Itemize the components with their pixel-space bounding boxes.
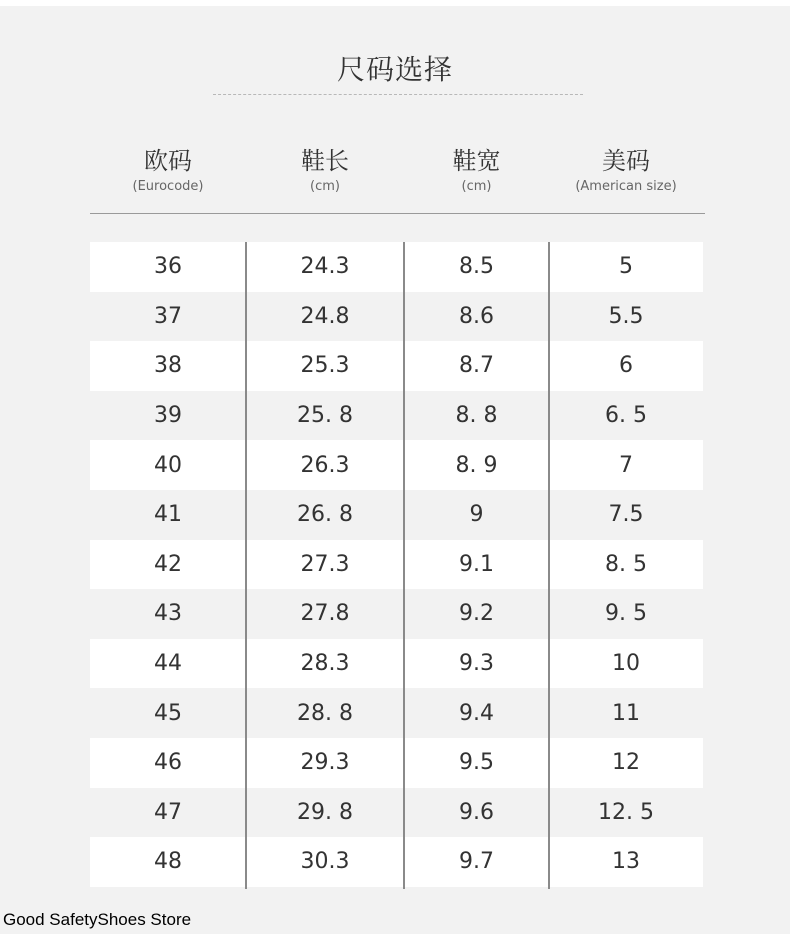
- table-cell: 44: [154, 651, 182, 677]
- table-cell: 11: [612, 700, 640, 726]
- column-header-sublabel: (American size): [575, 179, 677, 194]
- table-row: [90, 788, 703, 838]
- table-cell: 46: [154, 750, 182, 776]
- table-cell: 26.3: [300, 452, 350, 478]
- size-table: [90, 242, 703, 887]
- table-cell: 27.8: [300, 601, 350, 627]
- table-cell: 9: [469, 502, 484, 528]
- table-cell: 12: [612, 750, 640, 776]
- table-cell: 8.7: [459, 353, 494, 379]
- column-header-label: 欧码: [144, 147, 192, 175]
- table-cell: 25.3: [300, 353, 350, 379]
- column-header-label: 鞋长: [301, 147, 349, 175]
- table-row: [90, 688, 703, 738]
- table-row: [90, 589, 703, 639]
- table-cell: 8.5: [459, 254, 494, 280]
- table-cell: 41: [154, 502, 182, 528]
- table-cell: 5: [619, 254, 633, 280]
- table-cell: 40: [154, 452, 182, 478]
- table-cell: 8. 9: [455, 452, 498, 478]
- page-title: 尺码选择: [336, 53, 453, 86]
- column-header-sublabel: (Eurocode): [132, 179, 204, 194]
- column-divider: [403, 242, 405, 889]
- table-row: [90, 540, 703, 590]
- column-header-sublabel: (cm): [310, 179, 340, 194]
- column-header-eurocode: [90, 146, 246, 196]
- header-divider: [90, 213, 705, 214]
- table-row: [90, 341, 703, 391]
- table-cell: 28.3: [300, 651, 350, 677]
- table-cell: 29.3: [300, 750, 350, 776]
- column-header-length: [246, 146, 404, 196]
- column-header-label: 美码: [602, 147, 650, 175]
- table-cell: 45: [154, 700, 182, 726]
- table-row: [90, 292, 703, 342]
- table-cell: 5.5: [608, 303, 644, 329]
- column-header-sublabel: (cm): [461, 179, 492, 194]
- table-cell: 7: [619, 452, 633, 478]
- table-cell: 8. 5: [605, 551, 647, 577]
- column-divider: [245, 242, 247, 889]
- table-cell: 29. 8: [297, 799, 353, 825]
- table-row: [90, 242, 703, 292]
- column-divider: [548, 242, 550, 889]
- store-watermark: Good SafetyShoes Store: [3, 910, 192, 929]
- table-cell: 48: [154, 849, 182, 875]
- table-cell: 43: [154, 601, 182, 627]
- table-cell: 25. 8: [297, 403, 353, 429]
- table-cell: 24.8: [300, 303, 350, 329]
- table-cell: 12. 5: [598, 799, 654, 825]
- table-cell: 42: [154, 551, 182, 577]
- table-cell: 24.3: [300, 254, 350, 280]
- table-cell: 9.2: [459, 601, 494, 627]
- table-cell: 9.4: [459, 700, 494, 726]
- table-cell: 10: [612, 651, 640, 677]
- table-cell: 6. 5: [605, 403, 647, 429]
- table-cell: 30.3: [300, 849, 350, 875]
- table-row: [90, 440, 703, 490]
- column-header-label: 鞋宽: [452, 147, 501, 175]
- table-row: [90, 837, 703, 887]
- table-cell: 9.1: [459, 551, 494, 577]
- table-cell: 38: [154, 353, 182, 379]
- table-cell: 8.6: [459, 303, 494, 329]
- table-row: [90, 391, 703, 441]
- table-cell: 13: [612, 849, 640, 875]
- table-cell: 8. 8: [455, 403, 498, 429]
- table-cell: 28. 8: [297, 700, 353, 726]
- table-cell: 9.6: [459, 799, 494, 825]
- column-header-american-size: [549, 146, 703, 196]
- table-cell: 37: [154, 303, 182, 329]
- table-cell: 26. 8: [297, 502, 353, 528]
- table-row: [90, 490, 703, 540]
- table-cell: 9.5: [459, 750, 494, 776]
- table-cell: 6: [619, 353, 633, 379]
- table-cell: 39: [154, 403, 182, 429]
- table-cell: 27.3: [300, 551, 350, 577]
- table-cell: 9.7: [459, 849, 494, 875]
- top-strip: [0, 0, 790, 6]
- table-cell: 9.3: [459, 651, 494, 677]
- title-divider: [213, 94, 583, 95]
- table-cell: 9. 5: [605, 601, 647, 627]
- table-row: [90, 738, 703, 788]
- column-header-width: [404, 146, 549, 196]
- table-row: [90, 639, 703, 689]
- table-cell: 36: [154, 254, 182, 280]
- table-cell: 7.5: [608, 502, 644, 528]
- table-cell: 47: [154, 799, 182, 825]
